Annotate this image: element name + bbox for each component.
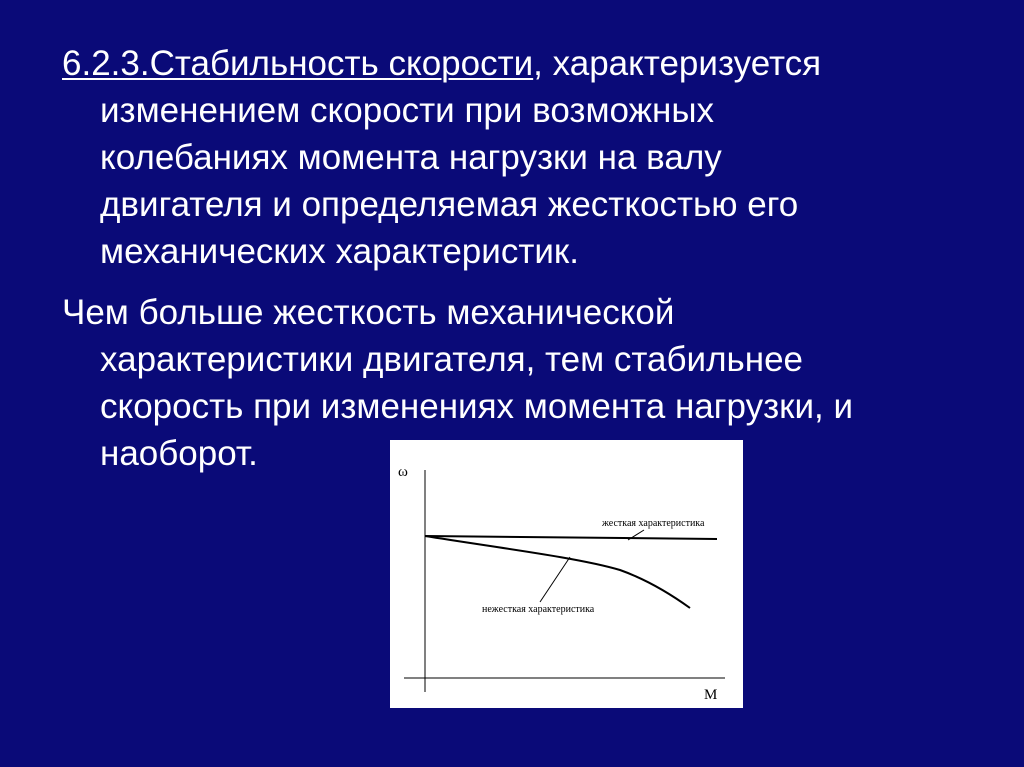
rigid-characteristic-curve [425,536,717,539]
section-heading: 6.2.3.Стабильность скорости [62,44,534,83]
heading-continuation: , характеризуется [533,44,822,83]
nonrigid-label-leader [540,557,570,602]
paragraph-speed-stability [62,40,992,275]
paragraph2-line-1: Чем больше жесткость механической [62,293,675,332]
x-axis-label: M [704,687,718,703]
nonrigid-characteristic-curve [425,536,690,608]
paragraph2-line-4: наоборот. [100,434,258,473]
characteristics-diagram [390,440,743,708]
nonrigid-characteristic-label: нежесткая характеристика [482,604,595,615]
paragraph2-line-3: скорость при изменениях момента нагрузки, и [100,387,854,426]
rigid-characteristic-label: жесткая характеристика [602,518,705,529]
paragraph1-line-1 [62,40,992,87]
mechanical-characteristics-figure [390,440,743,708]
paragraph1-line-3: колебаниях момента нагрузки на валу [100,138,722,177]
paragraph1-line-2: изменением скорости при возможных [100,91,715,130]
y-axis-label: ω [398,464,408,480]
paragraph1-line-5: механических характеристик. [100,232,579,271]
paragraph1-line-4: двигателя и определяемая жесткостью его [100,185,799,224]
paragraph2-line-2: характеристики двигателя, тем стабильнее [100,340,804,379]
